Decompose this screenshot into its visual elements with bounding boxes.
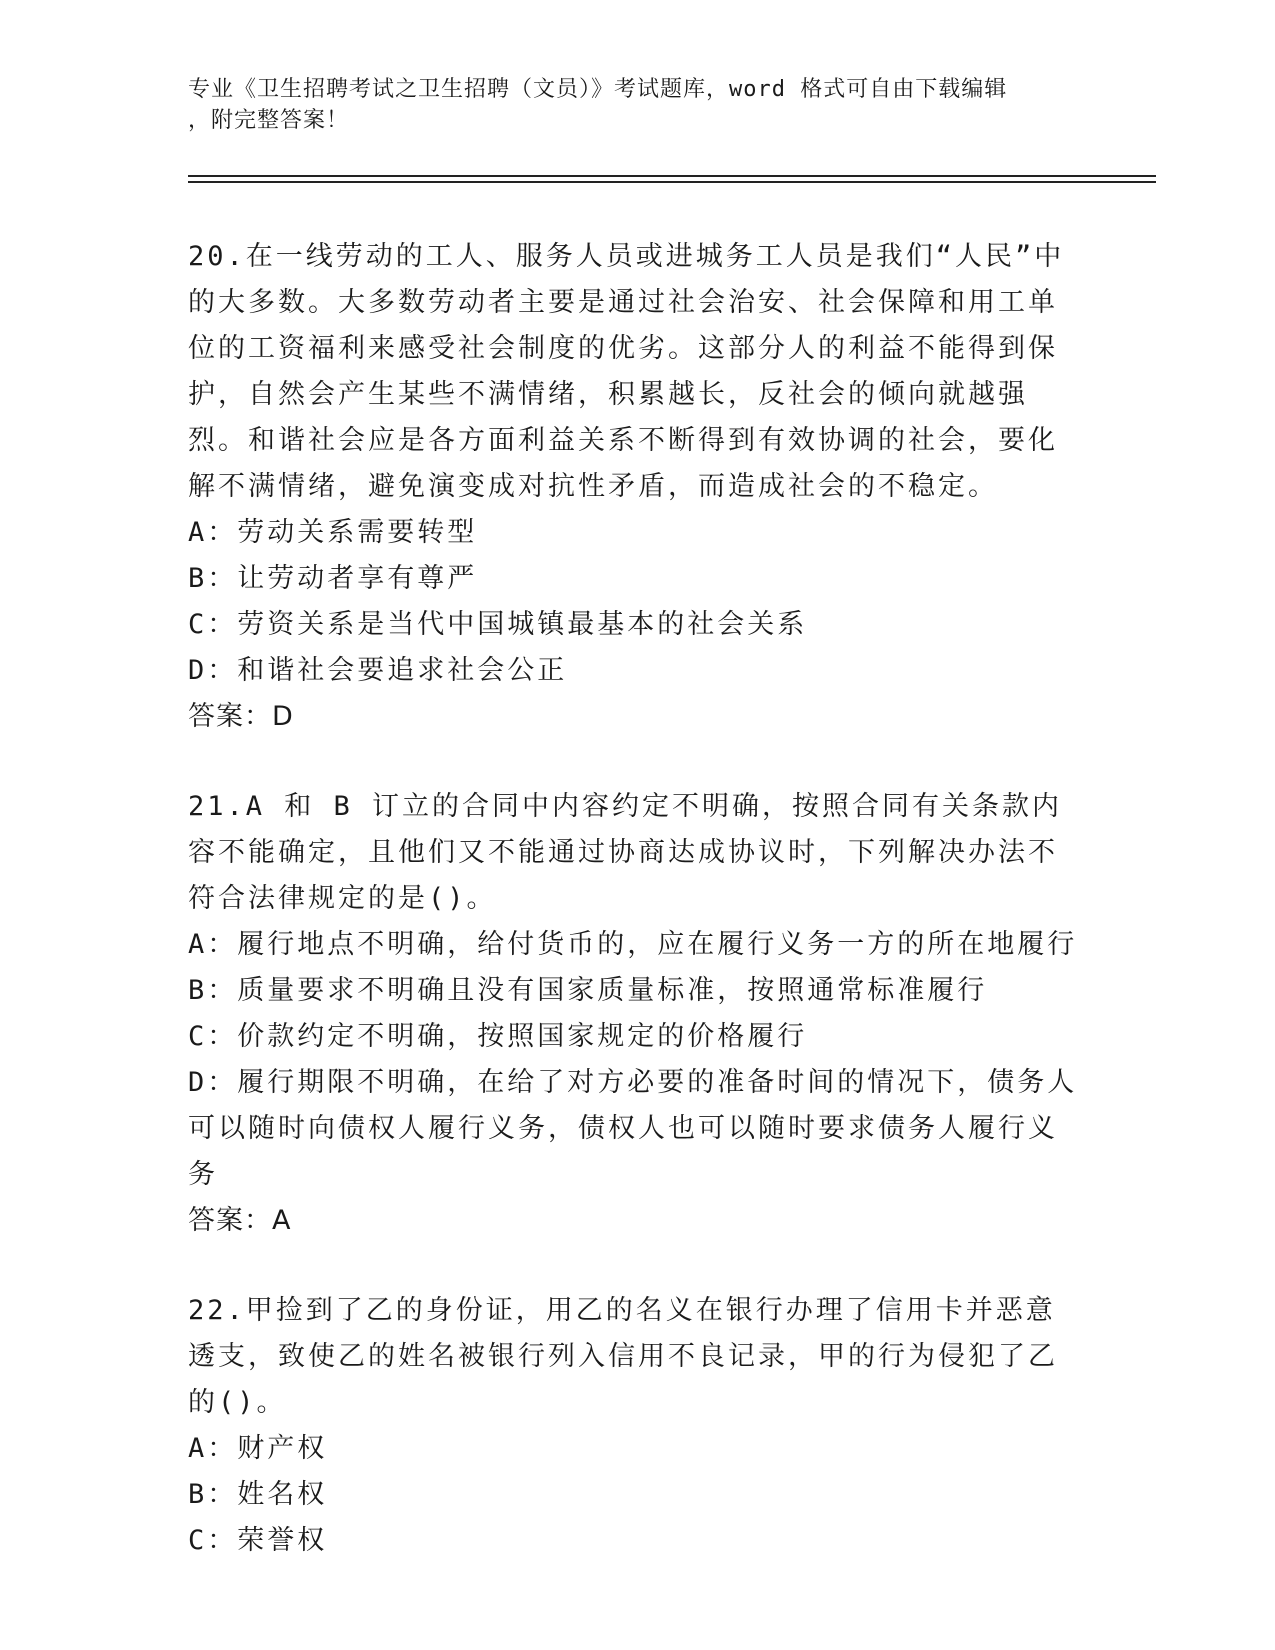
question-20	[188, 234, 1078, 740]
header-divider-bottom	[188, 181, 1156, 183]
option-a: A：履行地点不明确，给付货币的，应在履行义务一方的所在地履行	[188, 929, 1078, 960]
header-divider-top	[188, 175, 1156, 177]
option-b: B：质量要求不明确且没有国家质量标准，按照通常标准履行	[188, 975, 988, 1006]
question-21	[188, 784, 1078, 1244]
option-a: A：财产权	[188, 1433, 328, 1464]
option-b: B：让劳动者享有尊严	[188, 563, 478, 594]
header-line-1: 专业《卫生招聘考试之卫生招聘（文员）》考试题库，word 格式可自由下载编辑	[188, 77, 1008, 102]
header-line-2: ，附完整答案！	[188, 108, 350, 133]
answer-label: 答案：D	[188, 701, 294, 732]
option-d: D：履行期限不明确，在给了对方必要的准备时间的情况下，债务人可以随时向债权人履行义务，债权人也可以随时要求债务人履行义务	[188, 1067, 1078, 1190]
document-header	[188, 74, 1088, 136]
option-b: B：姓名权	[188, 1479, 328, 1510]
question-list	[188, 234, 1078, 1608]
option-c: C：荣誉权	[188, 1525, 328, 1556]
question-22	[188, 1288, 1078, 1564]
option-a: A：劳动关系需要转型	[188, 517, 478, 548]
answer-label: 答案：A	[188, 1205, 292, 1236]
question-text: 20.在一线劳动的工人、服务人员或进城务工人员是我们“人民”中的大多数。大多数劳动者主要是通过社会治安、社会保障和用工单位的工资福利来感受社会制度的优劣。这部分人的利益不能得到保护，自然会产生某些不满情绪，积累越长，反社会的倾向就越强烈。和谐社会应是各方面利益关系不断得到有效协调的社会，要化解不满情绪，避免演变成对抗性矛盾，而造成社会的不稳定。	[188, 241, 1065, 502]
option-c: C：劳资关系是当代中国城镇最基本的社会关系	[188, 609, 808, 640]
option-d: D：和谐社会要追求社会公正	[188, 655, 568, 686]
question-text: 22.甲捡到了乙的身份证，用乙的名义在银行办理了信用卡并恶意透支，致使乙的姓名被银行列入信用不良记录，甲的行为侵犯了乙的()。	[188, 1295, 1058, 1418]
question-text: 21.A 和 B 订立的合同中内容约定不明确，按照合同有关条款内容不能确定，且他们又不能通过协商达成协议时，下列解决办法不符合法律规定的是()。	[188, 791, 1063, 914]
option-c: C：价款约定不明确，按照国家规定的价格履行	[188, 1021, 808, 1052]
